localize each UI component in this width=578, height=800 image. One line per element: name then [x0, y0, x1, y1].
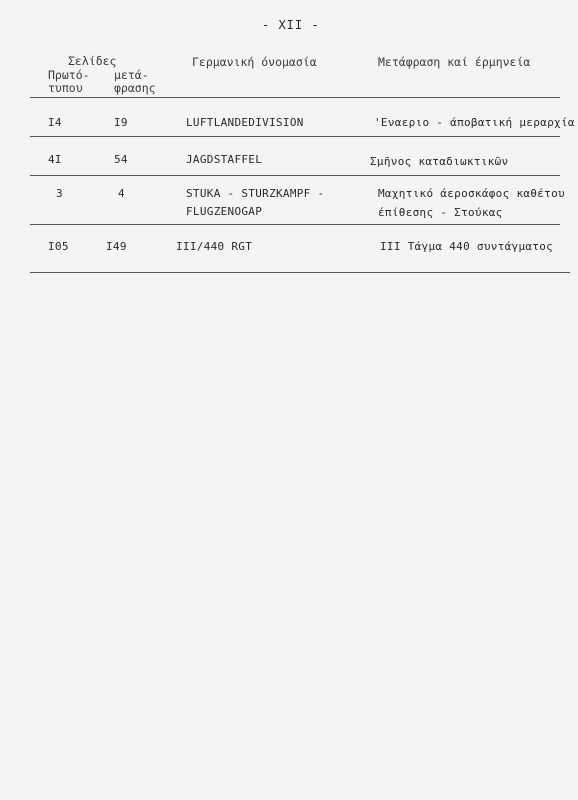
row-3-greek-translation-line-1: Μαχητικό άεροσκάφος καθέτου [378, 187, 565, 200]
row-4-original-page: I05 [48, 240, 69, 253]
header-german-name: Γερμανική όνομασία [192, 55, 317, 69]
row-3-german-name-line-1: STUKA - STURZKAMPF - [186, 187, 325, 200]
row-1-greek-translation: 'Εναεριο - άποβατική μεραρχία [374, 116, 575, 129]
row-4-german-name: III/440 RGT [176, 240, 253, 253]
header-pages-group: Σελίδες [68, 54, 117, 68]
header-translation-meaning: Μετάφραση καί έρμηνεία [378, 55, 531, 69]
row-3-greek-translation-line-2: έπίθεσης - Στούκας [378, 206, 503, 219]
row-2-german-name: JAGDSTAFFEL [186, 153, 263, 166]
row-2-original-page: 4I [48, 153, 62, 166]
row-2-greek-translation: Σμῆνος καταδιωκτικῶν [370, 155, 509, 168]
header-original-2: τυπου [48, 81, 83, 95]
row-4-translation-page: I49 [106, 240, 127, 253]
row-3-original-page: 3 [56, 187, 63, 200]
row-2-translation-page: 54 [114, 153, 128, 166]
row-rule [30, 272, 570, 273]
row-1-german-name: LUFTLANDEDIVISION [186, 116, 304, 129]
header-original: Πρωτό- [48, 68, 90, 82]
page-number: - XII - [262, 18, 320, 32]
header-rule [30, 97, 560, 98]
row-rule [30, 224, 560, 225]
row-rule [30, 136, 560, 137]
row-3-german-name-line-2: FLUGZENOGAP [186, 205, 263, 218]
row-1-original-page: I4 [48, 116, 62, 129]
row-3-translation-page: 4 [118, 187, 125, 200]
header-translation-page-2: φρασης [114, 81, 156, 95]
row-1-translation-page: I9 [114, 116, 128, 129]
row-4-greek-translation: III Τάγμα 440 συντάγματος [380, 240, 554, 253]
row-rule [30, 175, 560, 176]
header-translation-page: μετά- [114, 68, 149, 82]
